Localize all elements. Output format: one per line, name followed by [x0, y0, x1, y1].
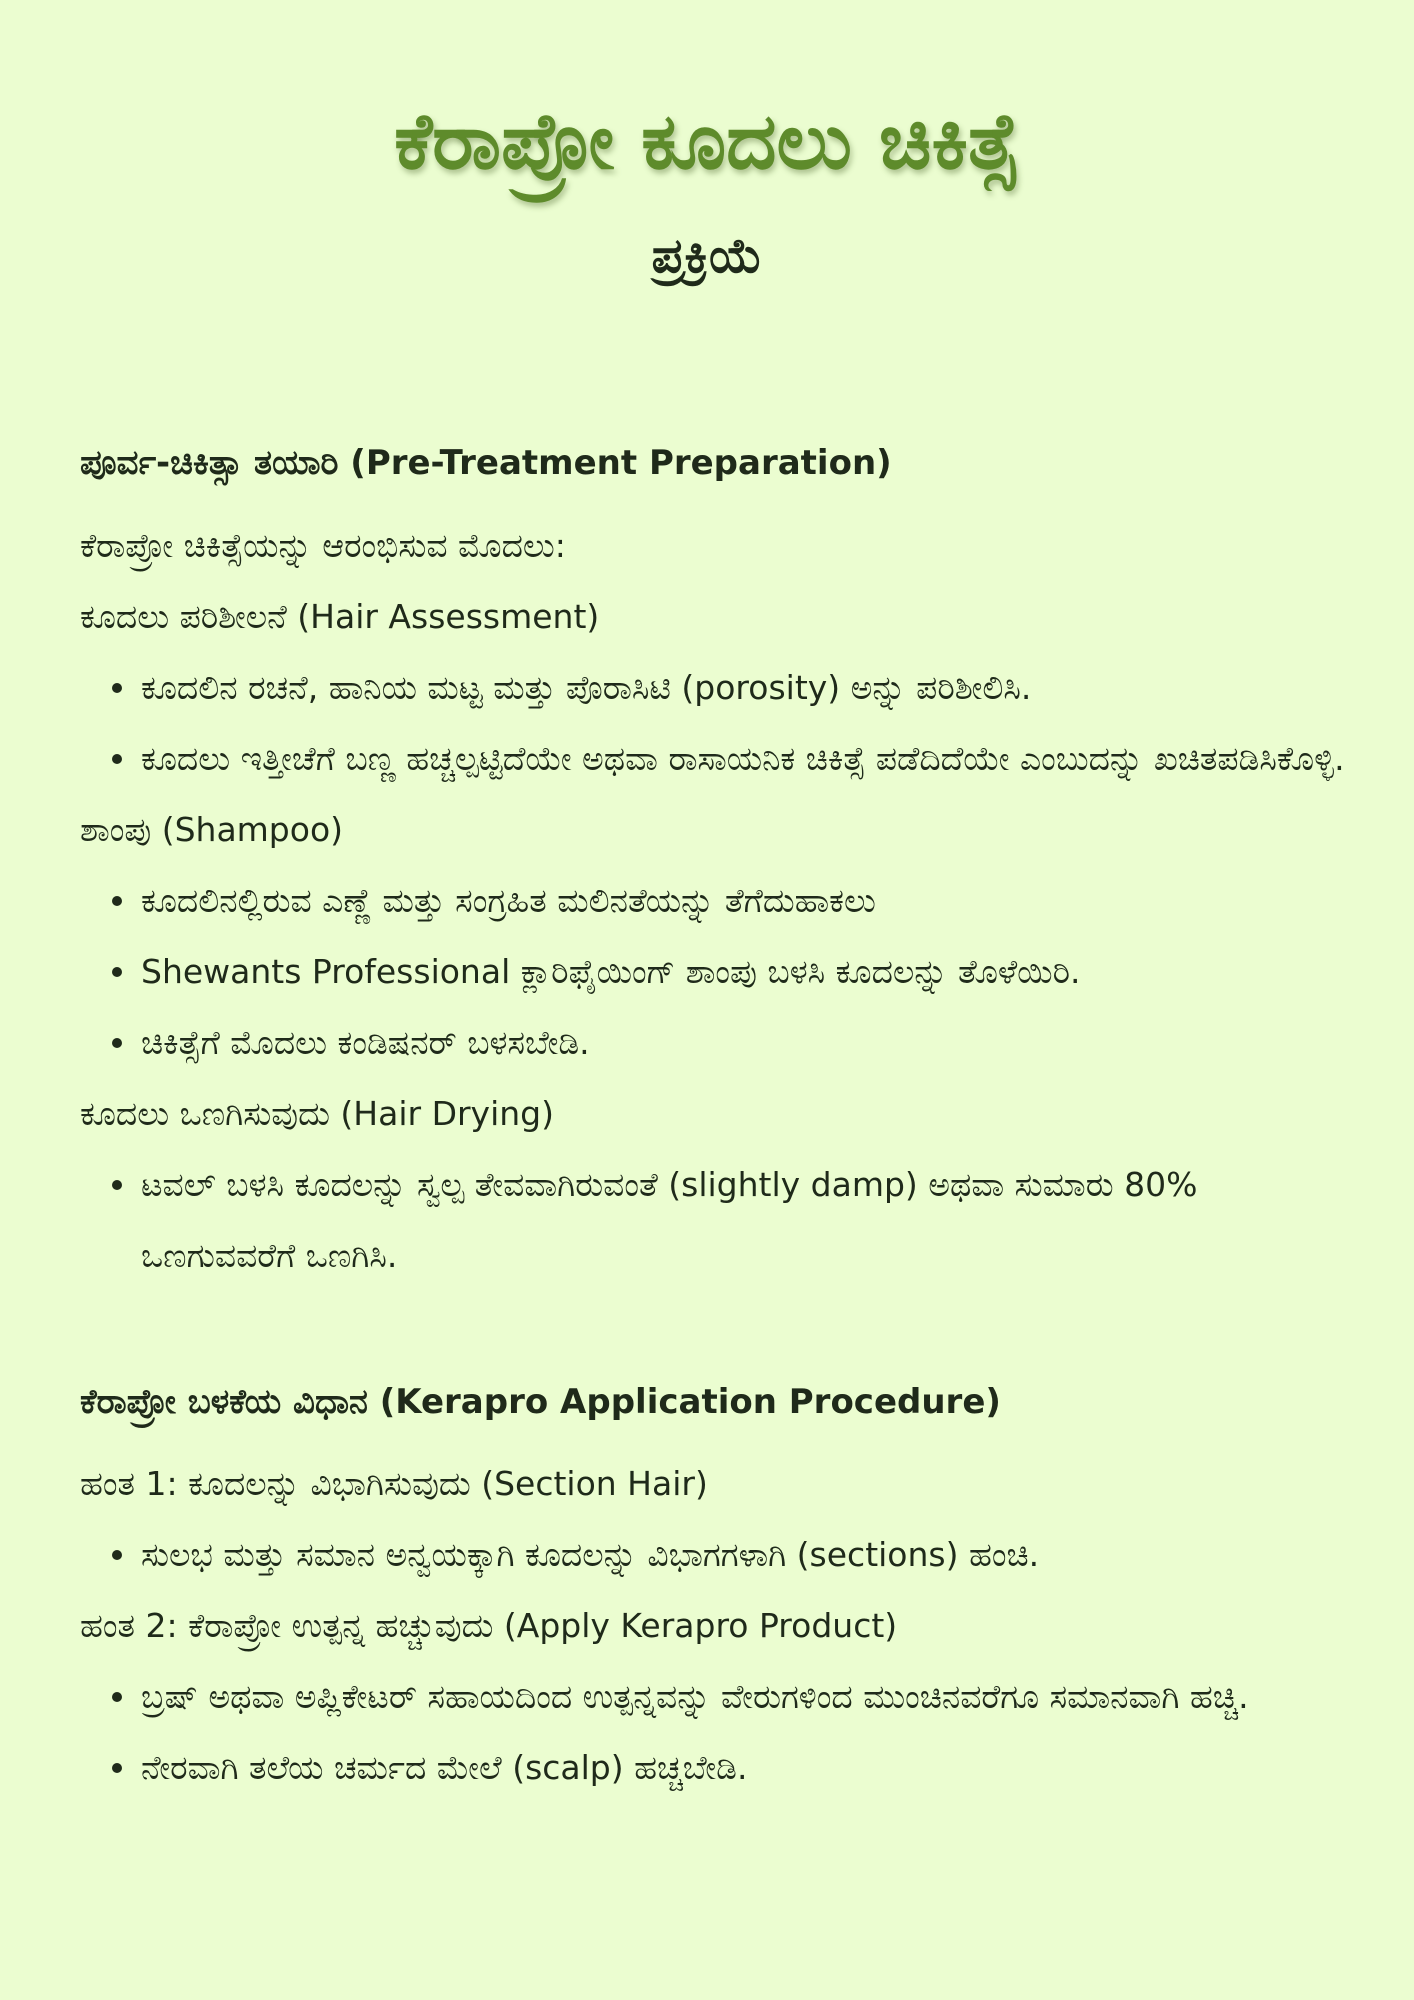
bullet-icon: [112, 1038, 122, 1048]
list-item: ಕೂದಲು ಇತ್ತೀಚೆಗೆ ಬಣ್ಣ ಹಚ್ಚಲ್ಪಟ್ಟಿದೆಯೇ ಅಥವಾ ರಾಸಾಯನಿಕ ಚಿಕಿತ್ಸೆ ಪಡೆದಿದೆಯೇ ಎಂಬುದನ್ನು ಖಚಿತಪಡಿಸಿಕೊಳ್ಳಿ.: [141, 723, 1354, 794]
bullet-icon: [112, 1692, 122, 1702]
section-application-procedure: [80, 1379, 1354, 1804]
list-item: ನೇರವಾಗಿ ತಲೆಯ ಚರ್ಮದ ಮೇಲೆ (scalp) ಹಚ್ಚಬೇಡಿ.: [141, 1732, 1354, 1803]
group-label-hair-drying: ಕೂದಲು ಒಣಗಿಸುವುದು (Hair Drying): [80, 1093, 554, 1133]
section-pre-treatment: [80, 440, 1354, 1291]
page-subtitle: ಪ್ರಕ್ರಿಯೆ: [651, 228, 763, 284]
list-item: ಸುಲಭ ಮತ್ತು ಸಮಾನ ಅನ್ವಯಕ್ಕಾಗಿ ಕೂದಲನ್ನು ವಿಭಾಗಗಳಾಗಿ (sections) ಹಂಚಿ.: [141, 1519, 1354, 1590]
bullet-list: [80, 1519, 1354, 1590]
list-item: Shewants Professional ಕ್ಲಾರಿಫೈಯಿಂಗ್ ಶಾಂಪು ಬಳಸಿ ಕೂದಲನ್ನು ತೊಳೆಯಿರಿ.: [141, 936, 1354, 1007]
bullet-icon: [112, 1550, 122, 1560]
bullet-icon: [112, 1180, 122, 1190]
bullet-list: [80, 865, 1354, 1078]
list-item: ಟವಲ್ ಬಳಸಿ ಕೂದಲನ್ನು ಸ್ವಲ್ಪ ತೇವವಾಗಿರುವಂತೆ (slightly damp) ಅಥವಾ ಸುಮಾರು 80% ಒಣಗುವವರೆಗೆ ಒಣಗಿಸಿ.: [141, 1149, 1354, 1291]
list-item: ಕೂದಲಿನ ರಚನೆ, ಹಾನಿಯ ಮಟ್ಟ ಮತ್ತು ಪೊರಾಸಿಟಿ (porosity) ಅನ್ನು ಪರಿಶೀಲಿಸಿ.: [141, 652, 1354, 723]
bullet-list: [80, 1661, 1354, 1803]
list-item: ಕೂದಲಿನಲ್ಲಿರುವ ಎಣ್ಣೆ ಮತ್ತು ಸಂಗ್ರಹಿತ ಮಲಿನತೆಯನ್ನು ತೆಗೆದುಹಾಕಲು: [141, 865, 1354, 936]
bullet-icon: [112, 896, 122, 906]
bullet-icon: [112, 754, 122, 764]
section-intro: ಕೆರಾಪ್ರೋ ಚಿಕಿತ್ಸೆಯನ್ನು ಆರಂಭಿಸುವ ಮೊದಲು:: [80, 525, 566, 565]
group-label-hair-assessment: ಕೂದಲು ಪರಿಶೀಲನೆ (Hair Assessment): [80, 596, 600, 636]
list-item: ಬ್ರಷ್ ಅಥವಾ ಅಪ್ಲಿಕೇಟರ್ ಸಹಾಯದಿಂದ ಉತ್ಪನ್ನವನ್ನು ವೇರುಗಳಿಂದ ಮುಂಚಿನವರೆಗೂ ಸಮಾನವಾಗಿ ಹಚ್ಚಿ.: [141, 1661, 1354, 1732]
group-label-step-1: ಹಂತ 1: ಕೂದಲನ್ನು ವಿಭಾಗಿಸುವುದು (Section Hair): [80, 1464, 708, 1504]
section-heading: ಪೂರ್ವ-ಚಿಕಿತ್ಸಾ ತಯಾರಿ (Pre-Treatment Preparation): [80, 443, 892, 483]
bullet-list: [80, 1149, 1354, 1291]
bullet-list: [80, 652, 1354, 794]
page-title: ಕೆರಾಪ್ರೋ ಕೂದಲು ಚಿಕಿತ್ಸೆ: [394, 97, 1020, 187]
group-label-step-2: ಹಂತ 2: ಕೆರಾಪ್ರೋ ಉತ್ಪನ್ನ ಹಚ್ಚುವುದು (Apply Kerapro Product): [80, 1606, 898, 1646]
group-label-shampoo: ಶಾಂಪು (Shampoo): [80, 809, 344, 849]
bullet-icon: [112, 683, 122, 693]
bullet-icon: [112, 1763, 122, 1773]
section-heading: ಕೆರಾಪ್ರೋ ಬಳಕೆಯ ವಿಧಾನ (Kerapro Application Procedure): [80, 1381, 1001, 1422]
document-content: [80, 440, 1354, 1891]
list-item: ಚಿಕಿತ್ಸೆಗೆ ಮೊದಲು ಕಂಡಿಷನರ್ ಬಳಸಬೇಡಿ.: [141, 1007, 1354, 1078]
bullet-icon: [112, 967, 122, 977]
